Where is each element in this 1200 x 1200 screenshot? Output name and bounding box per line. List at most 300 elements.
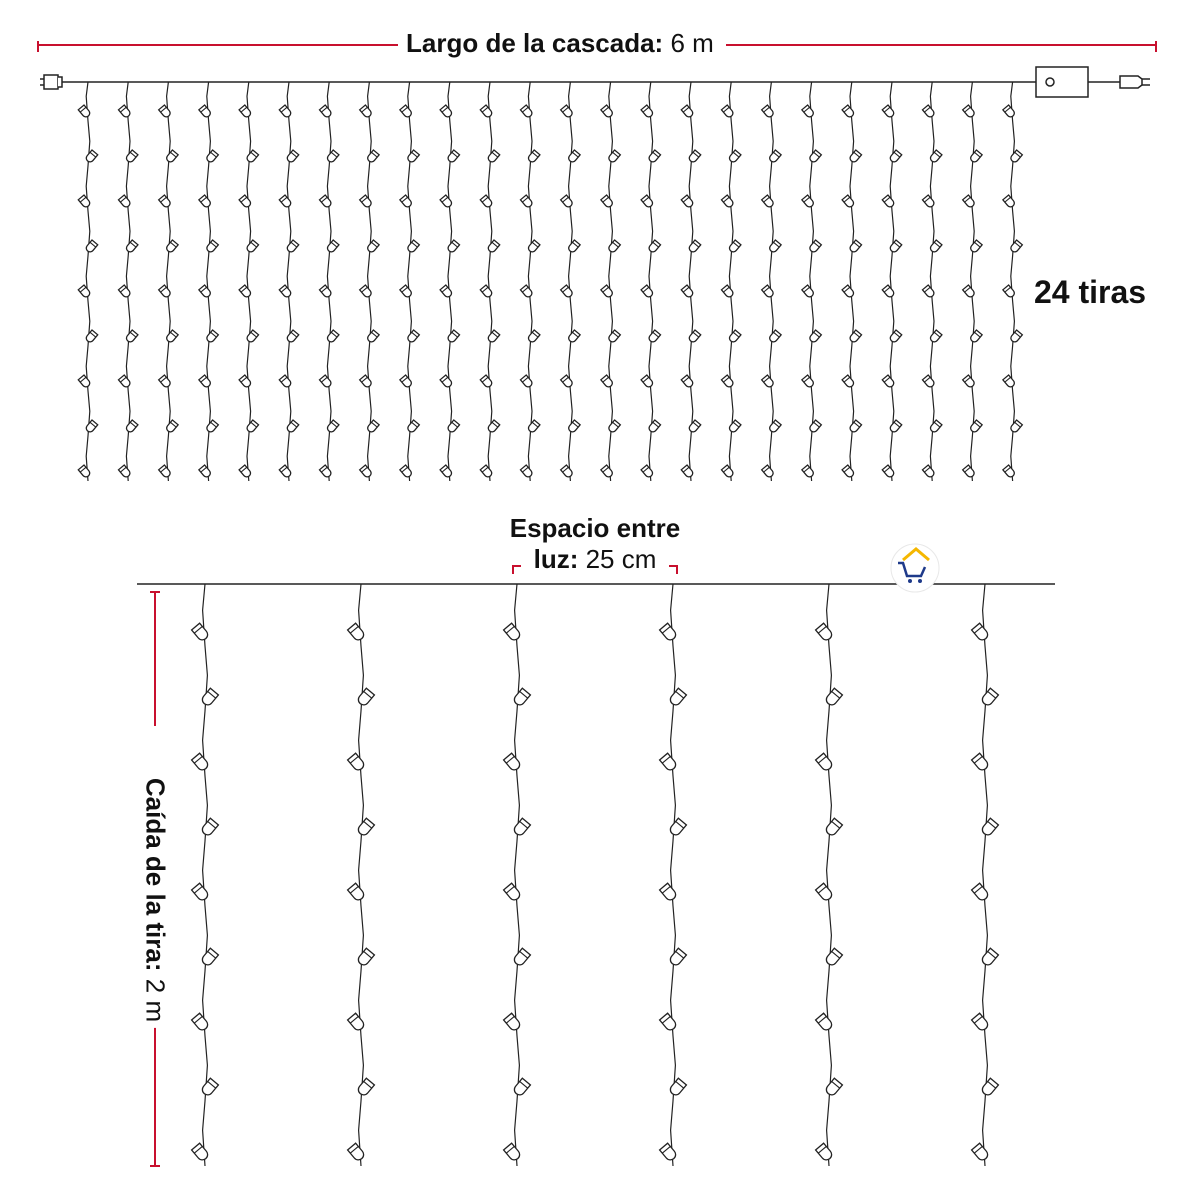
drop-label-key: Caída de la tira: [140, 777, 171, 972]
bulb-icon [969, 150, 982, 163]
bulb-icon [440, 105, 453, 118]
light-strand [78, 82, 97, 481]
bulb-icon [78, 465, 91, 478]
bulb-icon [165, 240, 178, 253]
bulb-icon [972, 883, 990, 902]
light-strand [239, 82, 258, 481]
bulb-icon [561, 105, 574, 118]
bulb-icon [360, 285, 373, 298]
bulb-icon [641, 105, 654, 118]
light-strand [440, 82, 459, 481]
bulb-icon [319, 375, 332, 388]
bulb-icon [400, 285, 413, 298]
bulb-icon [567, 420, 580, 433]
bulb-icon [400, 465, 413, 478]
bulb-icon [688, 150, 701, 163]
bulb-icon [286, 420, 299, 433]
light-strand [963, 82, 982, 481]
bulb-icon [721, 285, 734, 298]
bulb-icon [447, 330, 460, 343]
strand-wire [203, 584, 208, 1166]
bulb-icon [286, 240, 299, 253]
bulb-icon [85, 420, 98, 433]
bulb-icon [969, 330, 982, 343]
bulb-icon [326, 150, 339, 163]
bulb-icon [199, 195, 212, 208]
strand-wire [448, 82, 452, 481]
bulb-icon [487, 330, 500, 343]
bulb-icon [824, 948, 842, 967]
bulb-icon [319, 285, 332, 298]
bulb-icon [882, 465, 895, 478]
bulb-icon [969, 240, 982, 253]
bulb-icon [165, 330, 178, 343]
bulb-icon [239, 375, 252, 388]
bulb-icon [601, 285, 614, 298]
bulb-icon [440, 375, 453, 388]
bulb-icon [504, 753, 522, 772]
bulb-icon [648, 150, 661, 163]
bulb-icon [279, 285, 292, 298]
length-label-key: Largo de la cascada: [406, 28, 664, 58]
bulb-icon [279, 195, 292, 208]
bulb-icon [512, 818, 530, 837]
strand-wire [689, 82, 693, 481]
top-strands [78, 82, 1022, 481]
bulb-icon [200, 948, 218, 967]
light-strand [762, 82, 781, 481]
bulb-icon [688, 240, 701, 253]
bulb-icon [802, 465, 815, 478]
bulb-icon [561, 465, 574, 478]
bulb-icon [487, 420, 500, 433]
bulb-icon [118, 465, 131, 478]
bulb-icon [85, 240, 98, 253]
strand-wire [649, 82, 653, 481]
bulb-icon [159, 195, 172, 208]
bulb-icon [980, 948, 998, 967]
bulb-icon [688, 330, 701, 343]
bulb-icon [963, 105, 976, 118]
bulb-icon [239, 195, 252, 208]
bulb-icon [165, 420, 178, 433]
bulb-icon [929, 420, 942, 433]
strand-wire [971, 82, 975, 481]
light-strand [480, 82, 499, 481]
light-strand [504, 584, 531, 1166]
bulb-icon [286, 150, 299, 163]
strand-wire [827, 584, 832, 1166]
bulb-icon [922, 195, 935, 208]
bulb-icon [768, 420, 781, 433]
bulb-icon [480, 105, 493, 118]
bulb-icon [159, 285, 172, 298]
bulb-icon [808, 330, 821, 343]
bulb-icon [660, 753, 678, 772]
bulb-icon [721, 195, 734, 208]
strand-wire [207, 82, 211, 481]
strand-wire [528, 82, 532, 481]
bulb-icon [728, 420, 741, 433]
bulb-icon [366, 150, 379, 163]
bulb-icon [279, 375, 292, 388]
drop-label-value: 2 m [140, 978, 171, 1023]
bulb-icon [520, 375, 533, 388]
light-strand [118, 82, 137, 481]
light-strand [159, 82, 178, 481]
bulb-icon [816, 753, 834, 772]
bulb-icon [356, 818, 374, 837]
bulb-icon [192, 623, 210, 642]
bulb-icon [567, 330, 580, 343]
strand-wire [247, 82, 251, 481]
bulb-icon [356, 948, 374, 967]
bulb-icon [527, 150, 540, 163]
bulb-icon [889, 240, 902, 253]
bulb-icon [681, 105, 694, 118]
bulb-icon [889, 420, 902, 433]
bulb-icon [842, 285, 855, 298]
bulb-icon [480, 285, 493, 298]
bulb-icon [192, 1013, 210, 1032]
spacing-label-line1: Espacio entre [509, 513, 681, 543]
bulb-icon [319, 105, 332, 118]
bulb-icon [762, 465, 775, 478]
bulb-icon [527, 330, 540, 343]
bulb-icon [641, 375, 654, 388]
bulb-icon [348, 753, 366, 772]
bulb-icon [728, 150, 741, 163]
bulb-icon [125, 240, 138, 253]
strand-count-label: 24 tiras [1034, 274, 1147, 310]
bulb-icon [78, 285, 91, 298]
strand-wire [368, 82, 372, 481]
bulb-icon [681, 285, 694, 298]
bulb-icon [607, 240, 620, 253]
bulb-icon [1003, 195, 1016, 208]
bulb-icon [192, 1143, 210, 1162]
bulb-icon [286, 330, 299, 343]
bulb-icon [78, 375, 91, 388]
bulb-icon [1009, 150, 1022, 163]
bulb-icon [882, 105, 895, 118]
bulb-icon [681, 465, 694, 478]
bulb-icon [601, 375, 614, 388]
bulb-icon [199, 465, 212, 478]
bulb-icon [1009, 330, 1022, 343]
light-strand [1003, 82, 1022, 481]
bulb-icon [360, 465, 373, 478]
bulb-icon [1003, 285, 1016, 298]
bulb-icon [681, 375, 694, 388]
bulb-icon [504, 1013, 522, 1032]
bulb-icon [601, 105, 614, 118]
light-strand [279, 82, 298, 481]
bulb-icon [85, 150, 98, 163]
bulb-icon [159, 465, 172, 478]
bulb-icon [1003, 375, 1016, 388]
bulb-icon [882, 195, 895, 208]
strand-wire [86, 82, 90, 481]
bulb-icon [165, 150, 178, 163]
strand-wire [1011, 82, 1015, 481]
bulb-icon [668, 688, 686, 707]
shop-cart-logo-icon [891, 544, 939, 592]
bulb-icon [842, 375, 855, 388]
bulb-icon [929, 330, 942, 343]
bulb-icon [1009, 240, 1022, 253]
light-strand [681, 82, 700, 481]
bulb-icon [246, 150, 259, 163]
strand-wire [729, 82, 733, 481]
bulb-icon [816, 1143, 834, 1162]
bulb-icon [963, 285, 976, 298]
bulb-icon [721, 375, 734, 388]
power-plug-icon [1120, 76, 1150, 88]
spacing-label [500, 513, 690, 575]
bulb-icon [199, 375, 212, 388]
bulb-icon [440, 195, 453, 208]
light-strand [319, 82, 338, 481]
bulb-icon [118, 285, 131, 298]
bulb-icon [192, 883, 210, 902]
bulb-icon [239, 465, 252, 478]
bulb-icon [199, 105, 212, 118]
bulb-icon [561, 285, 574, 298]
bulb-icon [972, 1013, 990, 1032]
light-strand [972, 584, 999, 1166]
bulb-icon [125, 150, 138, 163]
bulb-icon [660, 623, 678, 642]
light-strand [400, 82, 419, 481]
bulb-icon [319, 195, 332, 208]
bulb-icon [360, 375, 373, 388]
bulb-icon [480, 195, 493, 208]
light-strand [641, 82, 660, 481]
bulb-icon [980, 1078, 998, 1097]
bulb-icon [366, 240, 379, 253]
bulb-icon [808, 150, 821, 163]
bulb-icon [969, 420, 982, 433]
bulb-icon [348, 1143, 366, 1162]
bulb-icon [246, 420, 259, 433]
bulb-icon [561, 375, 574, 388]
bulb-icon [1003, 465, 1016, 478]
light-strand [561, 82, 580, 481]
bulb-icon [118, 195, 131, 208]
spacing-label-value: 25 cm [585, 544, 657, 574]
bulb-icon [199, 285, 212, 298]
spacing-label-line2 [500, 544, 690, 575]
bulb-icon [641, 195, 654, 208]
bulb-icon [527, 240, 540, 253]
bulb-icon [520, 195, 533, 208]
bulb-icon [808, 240, 821, 253]
bulb-icon [447, 420, 460, 433]
bulb-icon [762, 195, 775, 208]
bulb-icon [842, 195, 855, 208]
strand-wire [569, 82, 573, 481]
bulb-icon [400, 375, 413, 388]
bulb-icon [200, 688, 218, 707]
strand-wire [408, 82, 412, 481]
bulb-icon [963, 465, 976, 478]
strand-wire [770, 82, 774, 481]
bulb-icon [882, 285, 895, 298]
bulb-icon [78, 105, 91, 118]
bulb-icon [816, 1013, 834, 1032]
bulb-icon [348, 1013, 366, 1032]
spacing-label-key: luz: [533, 544, 579, 574]
light-strand [721, 82, 740, 481]
strand-wire [359, 584, 364, 1166]
bulb-icon [641, 285, 654, 298]
strand-wire [126, 82, 130, 481]
bulb-icon [842, 465, 855, 478]
bulb-icon [205, 240, 218, 253]
bulb-icon [929, 150, 942, 163]
bulb-icon [279, 105, 292, 118]
bulb-icon [447, 150, 460, 163]
bulb-icon [561, 195, 574, 208]
bulb-icon [922, 375, 935, 388]
light-strand [922, 82, 941, 481]
plug-icon [40, 75, 62, 89]
bulb-icon [762, 375, 775, 388]
light-strand [802, 82, 821, 481]
bulb-icon [660, 1143, 678, 1162]
light-strand [816, 584, 843, 1166]
controller-box-icon [1036, 67, 1088, 97]
bulb-icon [406, 330, 419, 343]
bulb-icon [721, 105, 734, 118]
bulb-icon [648, 240, 661, 253]
bulb-icon [972, 623, 990, 642]
bulb-icon [922, 105, 935, 118]
bulb-icon [972, 1143, 990, 1162]
light-strand [360, 82, 379, 481]
bulb-icon [808, 420, 821, 433]
bulb-icon [567, 240, 580, 253]
bulb-icon [607, 420, 620, 433]
light-strand [601, 82, 620, 481]
strand-wire [810, 82, 814, 481]
bulb-icon [125, 330, 138, 343]
bulb-icon [356, 688, 374, 707]
bulb-icon [400, 195, 413, 208]
strand-wire [167, 82, 171, 481]
bulb-icon [882, 375, 895, 388]
detail-strands [192, 584, 999, 1166]
bulb-icon [239, 105, 252, 118]
bulb-icon [348, 623, 366, 642]
bulb-icon [963, 195, 976, 208]
bulb-icon [849, 150, 862, 163]
bulb-icon [567, 150, 580, 163]
bulb-icon [200, 1078, 218, 1097]
bulb-icon [721, 465, 734, 478]
bulb-icon [480, 375, 493, 388]
bulb-icon [366, 420, 379, 433]
strand-wire [930, 82, 934, 481]
bulb-icon [824, 688, 842, 707]
bulb-icon [980, 688, 998, 707]
bulb-icon [326, 240, 339, 253]
strand-wire [850, 82, 854, 481]
bulb-icon [660, 883, 678, 902]
bulb-icon [802, 375, 815, 388]
bulb-icon [239, 285, 252, 298]
strand-wire [515, 584, 520, 1166]
bulb-icon [1003, 105, 1016, 118]
bulb-icon [246, 330, 259, 343]
bulb-icon [816, 883, 834, 902]
strand-wire [890, 82, 894, 481]
bulb-icon [922, 285, 935, 298]
bulb-icon [366, 330, 379, 343]
bulb-icon [762, 285, 775, 298]
drop-label [140, 772, 171, 1028]
bulb-icon [607, 330, 620, 343]
strand-wire [327, 82, 331, 481]
bulb-icon [681, 195, 694, 208]
bulb-icon [406, 240, 419, 253]
bulb-icon [360, 195, 373, 208]
bulb-icon [607, 150, 620, 163]
bulb-icon [480, 465, 493, 478]
bulb-icon [728, 240, 741, 253]
bulb-icon [768, 240, 781, 253]
bulb-icon [842, 105, 855, 118]
bulb-icon [326, 420, 339, 433]
bulb-icon [520, 465, 533, 478]
light-strand [882, 82, 901, 481]
bulb-icon [118, 375, 131, 388]
bulb-icon [520, 105, 533, 118]
bulb-icon [504, 883, 522, 902]
light-strand [660, 584, 687, 1166]
bulb-icon [1009, 420, 1022, 433]
bulb-icon [668, 948, 686, 967]
bulb-icon [980, 818, 998, 837]
bulb-icon [78, 195, 91, 208]
bulb-icon [447, 240, 460, 253]
bulb-icon [688, 420, 701, 433]
bulb-icon [125, 420, 138, 433]
strand-wire [488, 82, 492, 481]
bulb-icon [849, 420, 862, 433]
bulb-icon [118, 105, 131, 118]
bulb-icon [406, 420, 419, 433]
bulb-icon [668, 1078, 686, 1097]
bulb-icon [802, 285, 815, 298]
bulb-icon [159, 375, 172, 388]
bulb-icon [816, 623, 834, 642]
bulb-icon [356, 1078, 374, 1097]
strand-wire [671, 584, 676, 1166]
bulb-icon [440, 465, 453, 478]
bulb-icon [487, 240, 500, 253]
bulb-icon [85, 330, 98, 343]
bulb-icon [512, 1078, 530, 1097]
bulb-icon [326, 330, 339, 343]
bulb-icon [728, 330, 741, 343]
length-label-value: 6 m [670, 28, 714, 58]
bulb-icon [972, 753, 990, 772]
bulb-icon [768, 330, 781, 343]
bulb-icon [512, 688, 530, 707]
bulb-icon [768, 150, 781, 163]
